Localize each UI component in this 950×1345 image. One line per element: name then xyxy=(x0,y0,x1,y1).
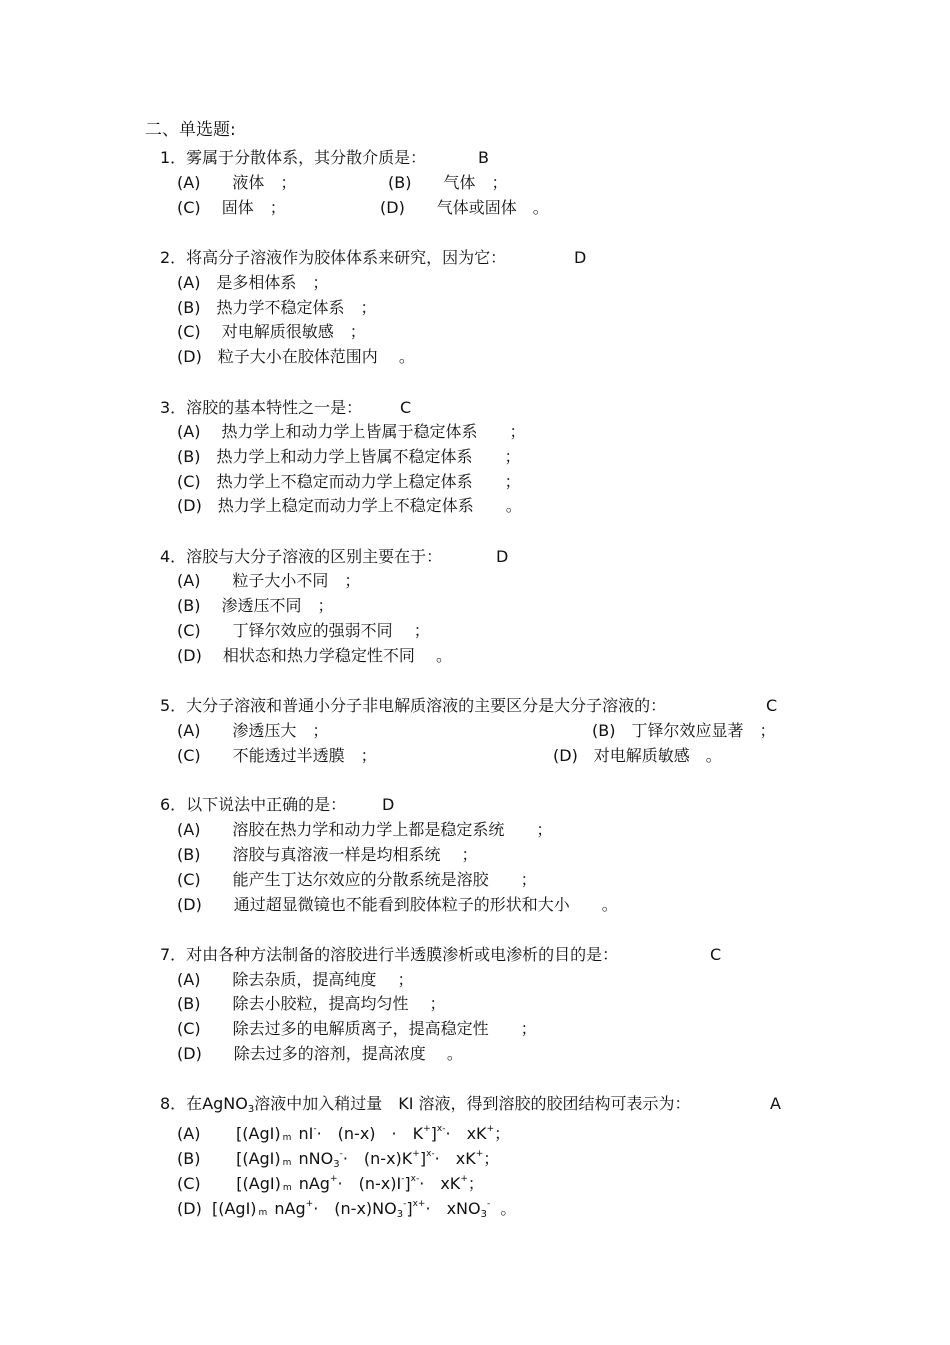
question-2-option-b: (B) 热力学不稳定体系 ； xyxy=(177,298,377,317)
question-6-option-d: (D) 通过超显微镜也不能看到胶体粒子的形状和大小 。 xyxy=(177,895,618,914)
formula-subscript: m xyxy=(282,1133,292,1143)
formula-subscript: m xyxy=(258,1208,268,1218)
formula-superscript: + xyxy=(486,1124,495,1134)
question-5-option-b: (B) 丁铎尔效应显著 ； xyxy=(592,721,776,740)
formula-subscript: m xyxy=(282,1183,292,1193)
question-stem-text: 7．对由各种方法制备的溶胶进行半透膜渗析或电渗析的目的是： xyxy=(160,945,619,964)
formula-subscript: 3 xyxy=(396,1209,404,1220)
question-2-option-c: (C) 对电解质很敏感 ； xyxy=(177,322,366,341)
question-6-option-c: (C) 能产生丁达尔效应的分散系统是溶胶 ； xyxy=(177,870,537,889)
formula-subscript: 3 xyxy=(333,1159,340,1170)
question-4-option-c: (C) 丁铎尔效应的强弱不同 ； xyxy=(177,621,430,640)
question-5-option-d: (D) 对电解质敏感 。 xyxy=(553,746,722,765)
question-6-option-b: (B) 溶胶与真溶液一样是均相系统 ； xyxy=(177,845,478,864)
formula-superscript: + xyxy=(329,1174,338,1184)
formula-superscript: + xyxy=(412,1149,420,1159)
question-4-stem xyxy=(160,547,509,569)
question-7-option-c: (C) 除去过多的电解质离子，提高稳定性 ； xyxy=(177,1019,537,1038)
question-answer: C xyxy=(710,945,722,964)
question-2-option-a: (A) 是多相体系 ； xyxy=(177,273,329,292)
question-answer: B xyxy=(478,148,489,167)
question-stem-text: 3．溶胶的基本特性之一是： xyxy=(160,398,363,417)
formula-part: · (n-x)NO xyxy=(313,1199,397,1218)
question-answer: A xyxy=(770,1094,781,1113)
option-label: (D) xyxy=(177,1199,202,1218)
formula-superscript: + xyxy=(305,1199,314,1209)
formula-part: nNO xyxy=(298,1149,334,1168)
formula-part: nI xyxy=(298,1124,314,1143)
question-stem-text: 2．将高分子溶液作为胶体体系来研究，因为它： xyxy=(160,248,507,267)
formula-part: · xNO xyxy=(425,1199,481,1218)
question-5-stem xyxy=(160,696,778,718)
formula-superscript: x- xyxy=(436,1124,446,1134)
question-stem-suffix: 溶液中加入稍过量 KI 溶液，得到溶胶的胶团结构可表示为： xyxy=(254,1094,691,1113)
question-8-option-d xyxy=(177,1194,517,1220)
question-8-option-c xyxy=(177,1169,484,1191)
formula-superscript: - xyxy=(313,1124,317,1134)
question-3-option-b: (B) 热力学上和动力学上皆属不稳定体系 ； xyxy=(177,447,521,466)
question-7-stem xyxy=(160,945,722,967)
formula-part: · xK xyxy=(419,1174,461,1193)
formula-part: [(AgI) xyxy=(211,1199,257,1218)
question-6-stem xyxy=(160,795,395,817)
formula-subscript: 3 xyxy=(480,1209,487,1220)
question-7-option-b: (B) 除去小胶粒，提高均匀性 ； xyxy=(177,994,446,1013)
formula-superscript: x- xyxy=(410,1174,420,1184)
option-label: (C) xyxy=(177,1174,201,1193)
question-answer: C xyxy=(400,398,412,417)
question-stem-text: 1．雾属于分散体系，其分散介质是： xyxy=(160,148,427,167)
question-2-stem xyxy=(160,248,587,270)
question-answer: D xyxy=(496,547,509,566)
question-stem-formula: AgNO xyxy=(202,1094,248,1113)
question-stem-text: 5．大分子溶液和普通小分子非电解质溶液的主要区分是大分子溶液的： xyxy=(160,696,667,715)
formula-part: 。 xyxy=(500,1199,517,1218)
question-5-option-a: (A) 渗透压大 ； xyxy=(177,721,329,740)
question-answer: D xyxy=(382,795,395,814)
question-4-option-d: (D) 相状态和热力学稳定性不同 。 xyxy=(177,646,452,665)
formula-part: ] xyxy=(404,1174,411,1193)
question-answer: C xyxy=(766,696,778,715)
formula-part: nAg xyxy=(274,1199,306,1218)
question-8-option-b xyxy=(177,1144,500,1170)
question-3-option-d: (D) 热力学上稳定而动力学上不稳定体系 。 xyxy=(177,496,522,515)
formula-part: · (n-x)K xyxy=(342,1149,413,1168)
option-label: (B) xyxy=(177,1149,201,1168)
formula-part: nAg xyxy=(298,1174,330,1193)
formula-superscript: + xyxy=(475,1149,484,1159)
question-1-option-c: (C) 固体 ； xyxy=(177,198,286,217)
section-title: 二、单选题: xyxy=(145,120,236,140)
formula-subscript: 3 xyxy=(247,1104,255,1115)
formula-part: [(AgI) xyxy=(236,1124,281,1143)
formula-part: · xK xyxy=(445,1124,487,1143)
question-4-option-b: (B) 渗透压不同 ； xyxy=(177,596,334,615)
formula-part: · (n-x) · K xyxy=(316,1124,424,1143)
formula-part: · (n-x)I xyxy=(337,1174,402,1193)
formula-part: [(AgI) xyxy=(236,1174,281,1193)
formula-superscript: - xyxy=(486,1199,491,1209)
question-3-option-a: (A) 热力学上和动力学上皆属于稳定体系 ； xyxy=(177,422,526,441)
formula-part: ] xyxy=(406,1199,413,1218)
formula-superscript: x+ xyxy=(412,1199,426,1209)
question-1-stem xyxy=(160,148,489,170)
question-1-option-d: (D) 气体或固体 。 xyxy=(380,198,549,217)
question-8-stem xyxy=(160,1094,781,1116)
formula-part: ； xyxy=(483,1149,500,1168)
formula-superscript: - xyxy=(339,1149,343,1159)
formula-part: ； xyxy=(467,1174,484,1193)
question-answer: D xyxy=(574,248,587,267)
formula-part: ] xyxy=(430,1124,437,1143)
question-stem-text: 6．以下说法中正确的是： xyxy=(160,795,347,814)
question-7-option-d: (D) 除去过多的溶剂，提高浓度 。 xyxy=(177,1044,463,1063)
formula-part: · xK xyxy=(434,1149,476,1168)
question-stem-prefix: 8．在 xyxy=(160,1094,203,1113)
question-3-option-c: (C) 热力学上不稳定而动力学上稳定体系 ； xyxy=(177,472,521,491)
question-3-stem xyxy=(160,398,412,420)
formula-superscript: - xyxy=(403,1199,407,1209)
question-2-option-d: (D) 粒子大小在胶体范围内 。 xyxy=(177,347,415,366)
question-6-option-a: (A) 溶胶在热力学和动力学上都是稳定系统 ； xyxy=(177,820,553,839)
question-1-option-b: (B) 气体 ； xyxy=(388,173,508,192)
question-stem-text: 4．溶胶与大分子溶液的区别主要在于： xyxy=(160,547,443,566)
question-7-option-a: (A) 除去杂质，提高纯度 ； xyxy=(177,970,414,989)
question-8-option-a xyxy=(177,1119,510,1141)
question-5-option-c: (C) 不能透过半透膜 ； xyxy=(177,746,377,765)
formula-superscript: + xyxy=(460,1174,468,1184)
option-label: (A) xyxy=(177,1124,201,1143)
formula-part: [(AgI) xyxy=(236,1149,281,1168)
formula-superscript: + xyxy=(423,1124,431,1134)
question-4-option-a: (A) 粒子大小不同 ； xyxy=(177,571,361,590)
formula-subscript: m xyxy=(282,1158,292,1168)
formula-part: ； xyxy=(494,1124,511,1143)
formula-superscript: - xyxy=(401,1174,405,1184)
formula-part: ] xyxy=(419,1149,427,1168)
question-1-option-a: (A) 液体 ； xyxy=(177,173,297,192)
formula-superscript: x- xyxy=(426,1149,435,1159)
